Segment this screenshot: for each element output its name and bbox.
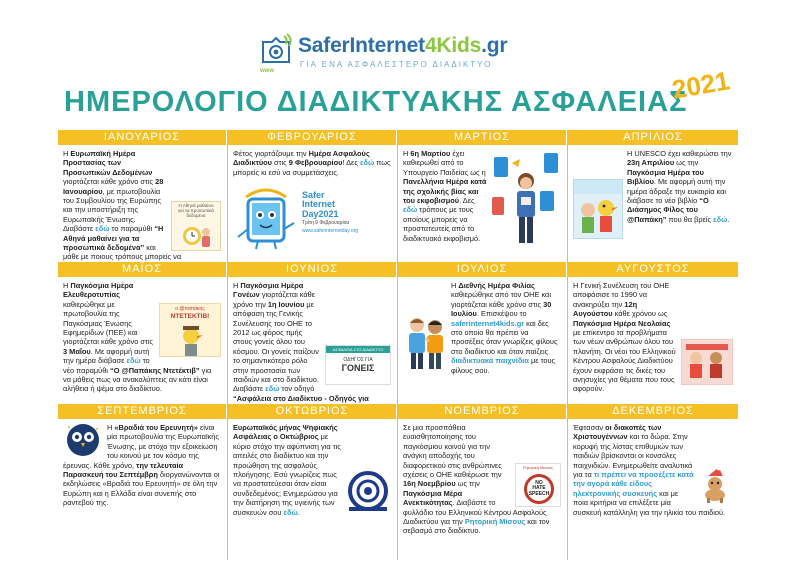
logo-www: www: [260, 68, 275, 74]
month-card-february: [228, 130, 396, 255]
logo-wordmark: SaferInternet4Kids.gr: [298, 34, 508, 57]
month-text-january: Η Αθηνά μαθαίνει για τα προσωπικά δεδομένα Η Ευρωπαϊκή Ημέρα Προστασίας των Προσωπικών Δεδομένων γιορτάζεται κάθε χρόνο στις 28 Ιανουαρίου, με πρωτοβουλία του Συμβουλίου της Ευρώπης και την υποστήριξη της Ευρωπαϊκής Ένωσης. Διαβάστε εδώ το παραμύθι “Η Αθηνά μαθαίνει για τα προσωπικά δεδομένα” και μάθε με ποιους τρόπους μπορείς να: [58, 145, 226, 255]
column-divider: [567, 130, 568, 560]
month-text-october: Ευρωπαϊκός μήνας Ψηφιακής Ασφάλειας ο Οκτώβριος με κύριο στόχο την αφύπνιση για τις απειλές στο διαδίκτυο και την προώθηση της ασφαλούς πλοήγησης. Εσύ γνωρίζεις πως να προστατεύεσαι όταν είσαι συνδεδεμένος; Ενημερώσου για την διατήρηση της υγιεινής των συσκευών σου εδώ.: [228, 419, 396, 559]
friends-illustration: [403, 313, 447, 371]
page-title: ΗΜΕΡΟΛΟΓΙΟ ΔΙΑΔΙΚΤΥΑΚΗΣ ΑΣΦΑΛΕΙΑΣ: [64, 86, 688, 118]
month-text-december: Έφτασαν οι διακοπές των Χριστουγέννων και τα δώρα. Στην κορυφή της λίστας επιθυμιών των παιδιών βρίσκονται οι κονσόλες παιχνιδιών. Ενημερωθείτε αναλυτικά για τα τι πρέπει να προσέξετε κατά την αγορά κάθε είδους ηλεκτρονικής συσκευής και με ποια κριτήρια να επιλέξετε μία συσκευή κατάλληλη για την ηλικία του παιδιού.: [568, 419, 738, 559]
month-text-september: Η «Βραδιά του Ερευνητή» είναι μία πρωτοβουλία της Ευρωπαϊκής Ένωσης, με στόχο την εξοικείωση του κοινού με τον κόσμο της έρευνας. Κάθε χρόνο, την τελευταία Παρασκευή του Σεπτέμβρη διοργανώνονται οι εκδηλώσεις «Βραδιά του Ερευνητή» σε όλη την Ευρώπη και η Ελλάδα είναι συνεπής στο ραντεβού της.: [63, 423, 220, 508]
month-text-march: Η 6η Μαρτίου έχει καθιερωθεί από το Υπουργείο Παιδείας ως η Πανελλήνια Ημέρα κατά της σχολικής βίας και του εκφοβισμού. Δες εδώ τρόπους με τους οποίους μπορείς να προστατευτείς από το διαδικτυακό εκφοβισμό.: [398, 145, 566, 255]
february-participate-link[interactable]: εδώ: [359, 158, 375, 168]
month-text-february: Φέτος γιορτάζουμε την Ημέρα Ασφαλούς Διαδικτύου στις 9 Φεβρουαρίου! Δες εδώ πως μπορείς κι εσύ να συμμετάσχεις. Safer Internet Day2021 Τρίτη 9 Φεβρουαρίου www.saferinternetday.org: [228, 145, 396, 255]
month-text-november: Ρητορική Μίσους NO HATE SPEECH Σε μια προσπάθεια ευαισθητοποίησης του παγκόσμιου κοινού για την ανάγκη αποδοχής του διαφορετικού στις ανθρώπινες σχέσεις ο ΟΗΕ καθιέρωσε την 16η Νοεμβρίου ως την Παγκόσμια Μέρα Ανεκτικότητας. Διαβάστε το φυλλάδιο του Ελληνικού Κέντρου Ασφαλούς Διαδικτύου για την Ρητορική Μίσους και τον σεβασμό στο διαδίκτυο.: [398, 419, 566, 559]
month-header-september: ΣΕΠΤΕΜΒΡΙΟΣ: [58, 404, 226, 419]
month-card-january: [58, 130, 226, 262]
month-header-august: ΑΥΓΟΥΣΤΟΣ: [568, 262, 738, 277]
june-guide-link[interactable]: εδώ: [265, 384, 280, 394]
page-header: [0, 0, 800, 128]
calendar-grid: [58, 130, 738, 560]
month-text-june: ΑΣΦΑΛΕΙΑ ΣΤΟ ΔΙΑΔΙΚΤΥΟ ΟΔΗΓΟΣ ΓΙΑ ΓΟΝΕΙΣ Η Παγκόσμια Ημέρα Γονέων γιορτάζεται κάθε χρόνο την 1η Ιουνίου με απόφαση της Γενικής Συνέλευσης του ΟΗΕ το 2012 ως φόρος τιμής στους γονείς όλου του κόσμου. Οι γονείς παίζουν το σημαντικότερο ρόλο στην προστασία των παιδιών και στο διαδίκτυο. Διαβάστε εδώ τον οδηγό “Ασφάλεια στο Διαδίκτυο - Οδηγός για: [228, 277, 396, 397]
month-header-december: ΔΕΚΕΜΒΡΙΟΣ: [568, 404, 738, 419]
christmas-dog-icon: [699, 467, 733, 503]
march-cyberbullying-link[interactable]: εδώ: [403, 205, 418, 215]
month-card-march: [398, 130, 566, 255]
month-card-july: [398, 262, 566, 397]
april-book-link[interactable]: εδώ: [713, 214, 728, 224]
saferinternet4kids-logo[interactable]: [258, 32, 558, 82]
logo-tagline: ΓΙΑ ΕΝΑ ΑΣΦΑΛΕΣΤΕΡΟ ΔΙΑΔΙΚΤΥΟ: [300, 60, 493, 69]
researchers-night-owl-icon: [63, 423, 103, 457]
month-header-january: ΙΑΝΟΥΑΡΙΟΣ: [58, 130, 226, 145]
athena-book-cover: Η Αθηνά μαθαίνει για τα προσωπικά δεδομένα: [171, 201, 221, 251]
parents-guide-cover: ΑΣΦΑΛΕΙΑ ΣΤΟ ΔΙΑΔΙΚΤΥΟ ΟΔΗΓΟΣ ΓΙΑ ΓΟΝΕΙΣ: [325, 345, 391, 385]
year-label: 2021: [669, 65, 732, 105]
month-header-june: ΙΟΥΝΙΟΣ: [228, 262, 396, 277]
month-card-may: [58, 262, 226, 397]
column-divider: [227, 130, 228, 560]
november-hate-speech-link[interactable]: Ρητορική Μίσους: [464, 516, 526, 526]
january-read-link[interactable]: εδώ: [95, 224, 110, 234]
month-card-august: [568, 262, 738, 397]
tablet-mascot-icon: [236, 185, 296, 251]
famous-friend-book-cover: [573, 179, 623, 239]
month-card-november: [398, 404, 566, 559]
month-header-april: ΑΠΡΙΛΙΟΣ: [568, 130, 738, 145]
month-header-november: ΝΟΕΜΒΡΙΟΣ: [398, 404, 566, 419]
column-divider: [397, 130, 398, 560]
month-header-may: ΜΑΪΟΣ: [58, 262, 226, 277]
december-devices-link[interactable]: τι πρέπει να προσέξετε κατά την αγορά κάθε είδους ηλεκτρονικής συσκευής: [573, 469, 694, 498]
october-devices-link[interactable]: εδώ: [283, 507, 298, 517]
may-detective-link[interactable]: εδώ: [126, 356, 141, 366]
july-site-link[interactable]: saferinternet4kids.gr: [451, 318, 525, 328]
month-card-october: [228, 404, 396, 559]
at-sign-logo-icon: [258, 32, 294, 68]
month-header-february: ΦΕΒΡΟΥΑΡΙΟΣ: [228, 130, 396, 145]
youth-poster-image: [681, 339, 733, 385]
month-card-june: [228, 262, 396, 403]
month-card-september: [58, 404, 226, 559]
month-header-july: ΙΟΥΛΙΟΣ: [398, 262, 566, 277]
month-text-july: Η Διεθνής Ημέρα Φιλίας καθιερώθηκε από τον ΟΗΕ και γιορτάζεται κάθε χρόνο στις 30 Ιουλίου. Επισκέψου το saferinternet4kids.gr και δες στο οποίο θα πρέπει να προσέξεις όταν γνωρίζεις φίλους στο διαδίκτυο και όταν παίζεις διαδικτυακά παιχνίδια με τους φίλους σου.: [398, 277, 566, 397]
no-hate-speech-sign: Ρητορική Μίσους NO HATE SPEECH: [515, 463, 561, 507]
month-card-april: [568, 130, 738, 255]
month-header-march: ΜΑΡΤΙΟΣ: [398, 130, 566, 145]
month-text-august: Η Γενική Συνέλευση του ΟΗΕ αποφάσισε το 1990 να ανακηρύξει την 12η Αυγούστου κάθε χρόνου ως Παγκόσμια Ημέρα Νεολαίας με επίκεντρο τα προβλήματα των νέων ανθρώπων όλου του πλανήτη. Οι νέοι του Ελληνικού Κέντρου Ασφαλούς Διαδικτύου έχουν εκφράσει τις δικές του ανησυχίες για θέματα που τους αφορούν.: [568, 277, 738, 397]
july-games-link[interactable]: διαδικτυακά παιχνίδια: [451, 356, 529, 366]
month-card-december: [568, 404, 738, 559]
month-text-may: ο @παπάκης ΝΤΕΤΕΚΤΙΒ! Η Παγκόσμια Ημέρα Ελευθεροτυπίας καθιερώθηκε με πρωτοβουλία της Παγκόσμιας Ένωσης Εφημερίδων (ΠΕΕ) και γιορτάζεται κάθε χρόνο στις 3 Μαΐου. Με αφορμή αυτή την ημέρα διάβασε εδώ το νέο παραμύθι “Ο @Παπάκης Ντετέκτιβ” για να μάθεις πως να ανακαλύπτεις αν κάτι είναι αλήθεια ή ψέμα στο διαδίκτυο.: [58, 277, 226, 397]
safer-internet-day-badge: Safer Internet Day2021 Τρίτη 9 Φεβρουαρίου www.saferinternetday.org: [302, 190, 359, 234]
cybersecurity-month-logo-icon: [345, 467, 391, 515]
month-text-april: Η UNESCO έχει καθιερώσει την 23η Απριλίου ως την Παγκόσμια Ημέρα του Βιβλίου. Με αφορμή αυτή την ημέρα άδραξε την ευκαιρία και διάβασε το νέο βιβλίο “Ο Διάσημος Φίλος του @Παπάκη” που θα βρείς εδώ.: [568, 145, 738, 255]
detective-book-cover: ο @παπάκης ΝΤΕΤΕΚΤΙΒ!: [159, 303, 221, 357]
cyberbullying-illustration-icon: [490, 151, 562, 249]
month-header-october: ΟΚΤΩΒΡΙΟΣ: [228, 404, 396, 419]
